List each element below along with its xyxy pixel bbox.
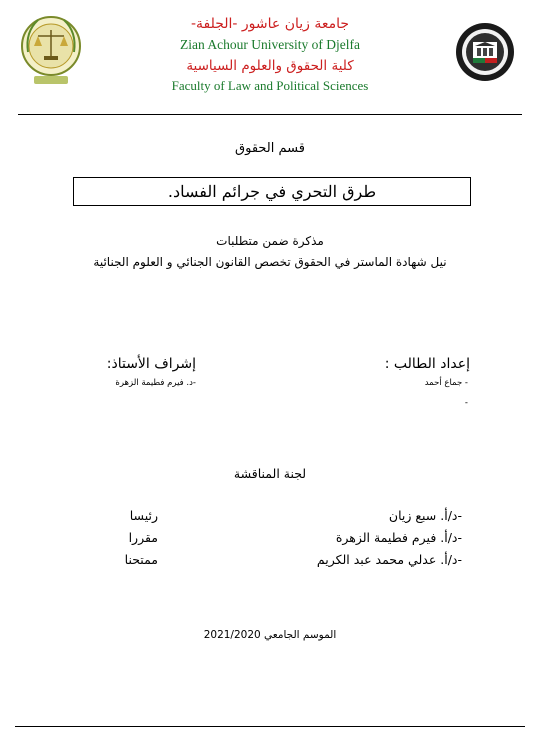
faculty-name-en: Faculty of Law and Political Sciences	[171, 78, 369, 93]
committee-member-name: -د/أ. عدلي محمد عبد الكريم	[316, 552, 462, 567]
university-name-en: Zian Achour University of Djelfa	[180, 37, 360, 52]
thesis-title-box	[73, 177, 471, 206]
committee-member-role: مقررا	[128, 530, 158, 545]
student-name: - جماع أحمد	[424, 378, 468, 388]
committee-member-role: ممتحنا	[124, 552, 158, 567]
thesis-title: طرق التحري في جرائم الفساد.	[167, 182, 377, 201]
memo-line-1: مذكرة ضمن متطلبات	[216, 234, 324, 248]
department-label: قسم الحقوق	[235, 141, 305, 156]
committee-member-name: -د/أ. فيرم فطيمة الزهرة	[335, 530, 462, 545]
committee-title: لجنة المناقشة	[233, 466, 307, 481]
supervision-label: إشراف الأستاذ:	[106, 356, 196, 372]
header-divider	[18, 114, 522, 115]
faculty-name-ar: كلية الحقوق والعلوم السياسية	[186, 58, 354, 74]
student-name-2: -	[464, 398, 468, 408]
university-name-ar: جامعة زيان عاشور -الجلفة-	[190, 16, 350, 32]
committee-member-role: رئيسا	[129, 508, 158, 523]
academic-season: الموسم الجامعي 2021/2020	[203, 629, 337, 641]
committee-member-name: -د/أ. سبع زيان	[388, 508, 462, 523]
memo-line-2: نيل شهادة الماستر في الحقوق تخصص القانون الجنائي و العلوم الجنائية	[93, 255, 447, 269]
bottom-divider	[15, 726, 525, 727]
prepared-by-label: إعداد الطالب :	[384, 356, 470, 372]
supervisor-name: -د. فيرم فطيمة الزهرة	[115, 378, 196, 388]
